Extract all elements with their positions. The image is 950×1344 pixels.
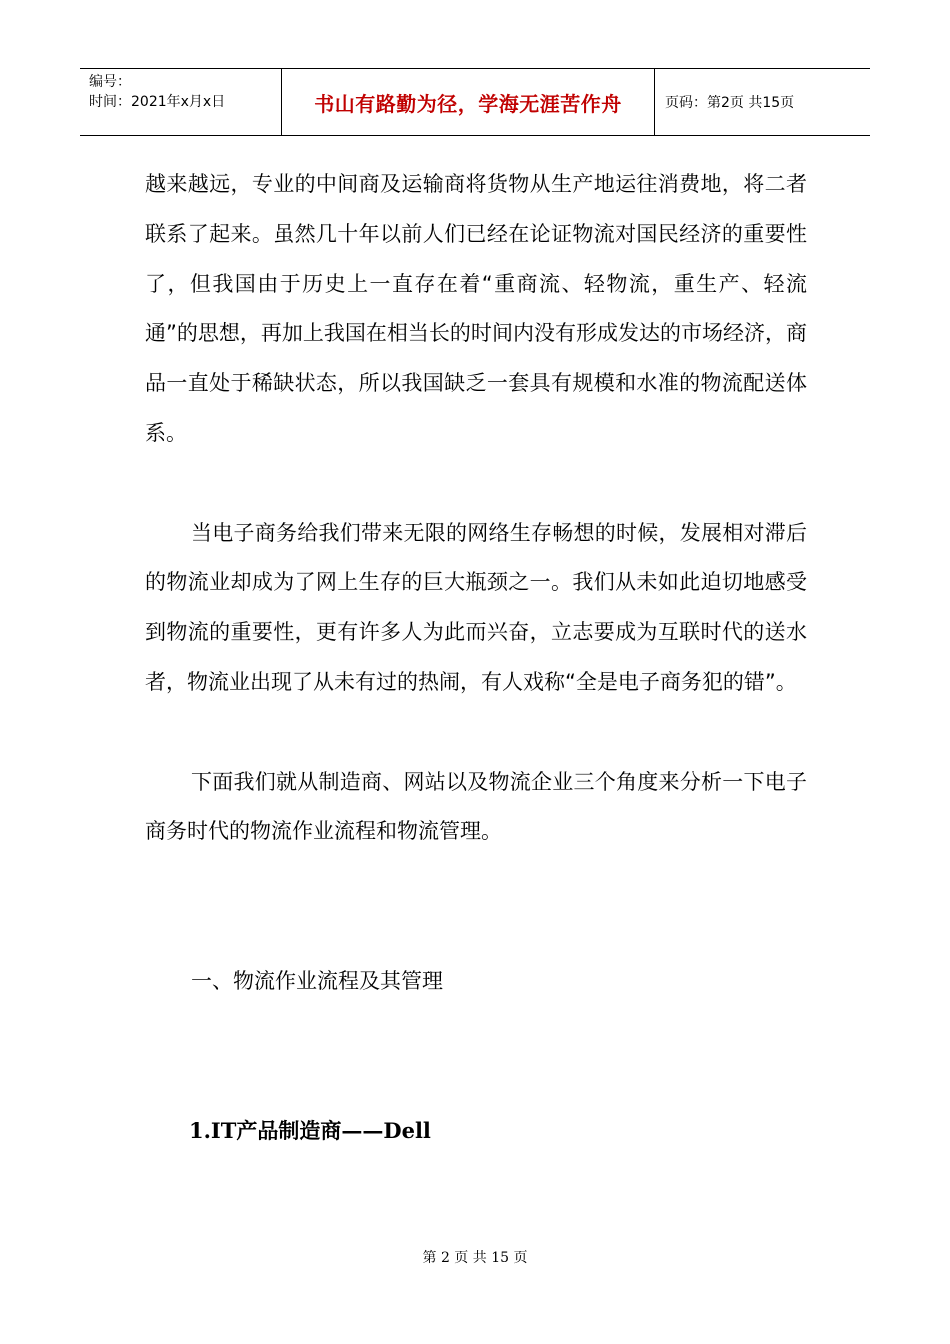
header-motto-cell (282, 69, 655, 135)
subsection-heading: 1.IT产品制造商——Dell (189, 1118, 431, 1144)
motto: 书山有路勤为径，学海无涯苦作舟 (314, 91, 622, 116)
header-meta (80, 69, 282, 135)
spacer (145, 708, 807, 758)
page-footer: 第 2 页 共 15 页 (422, 1250, 528, 1266)
paragraph-2: 当电子商务给我们带来无限的网络生存畅想的时候，发展相对滞后的物流业却成为了网上生存的巨大瓶颈之一。我们从未如此迫切地感受到物流的重要性，更有许多人为此而兴奋，立志要成为互联时代的送水者，物流业出现了从未有过的热闹，有人戏称“全是电子商务犯的错”。 (145, 520, 807, 694)
section-heading: 一、物流作业流程及其管理 (191, 968, 443, 993)
header-page-info (655, 69, 870, 135)
spacer (145, 857, 807, 907)
paragraph-3: 下面我们就从制造商、网站以及物流企业三个角度来分析一下电子商务时代的物流作业流程和物流管理。 (145, 769, 807, 844)
spacer (145, 907, 807, 957)
spacer (145, 459, 807, 509)
page-info: 页码：第2页 共15页 (665, 95, 795, 111)
paragraph-1: 越来越远，专业的中间商及运输商将货物从生产地运往消费地，将二者联系了起来。虽然几十年以前人们已经在论证物流对国民经济的重要性了，但我国由于历史上一直存在着“重商流、轻物流，重生产、轻流通”的思想，再加上我国在相当长的时间内没有形成发达的市场经济，商品一直处于稀缺状态，所以我国缺乏一套具有规模和水准的物流配送体系。 (145, 172, 807, 445)
time-label: 时间：2021年x月x日 (89, 94, 226, 110)
code-label: 编号： (89, 74, 131, 90)
document-body (145, 160, 807, 1156)
spacer (145, 1056, 807, 1106)
spacer (145, 1007, 807, 1057)
page-header (80, 68, 870, 136)
